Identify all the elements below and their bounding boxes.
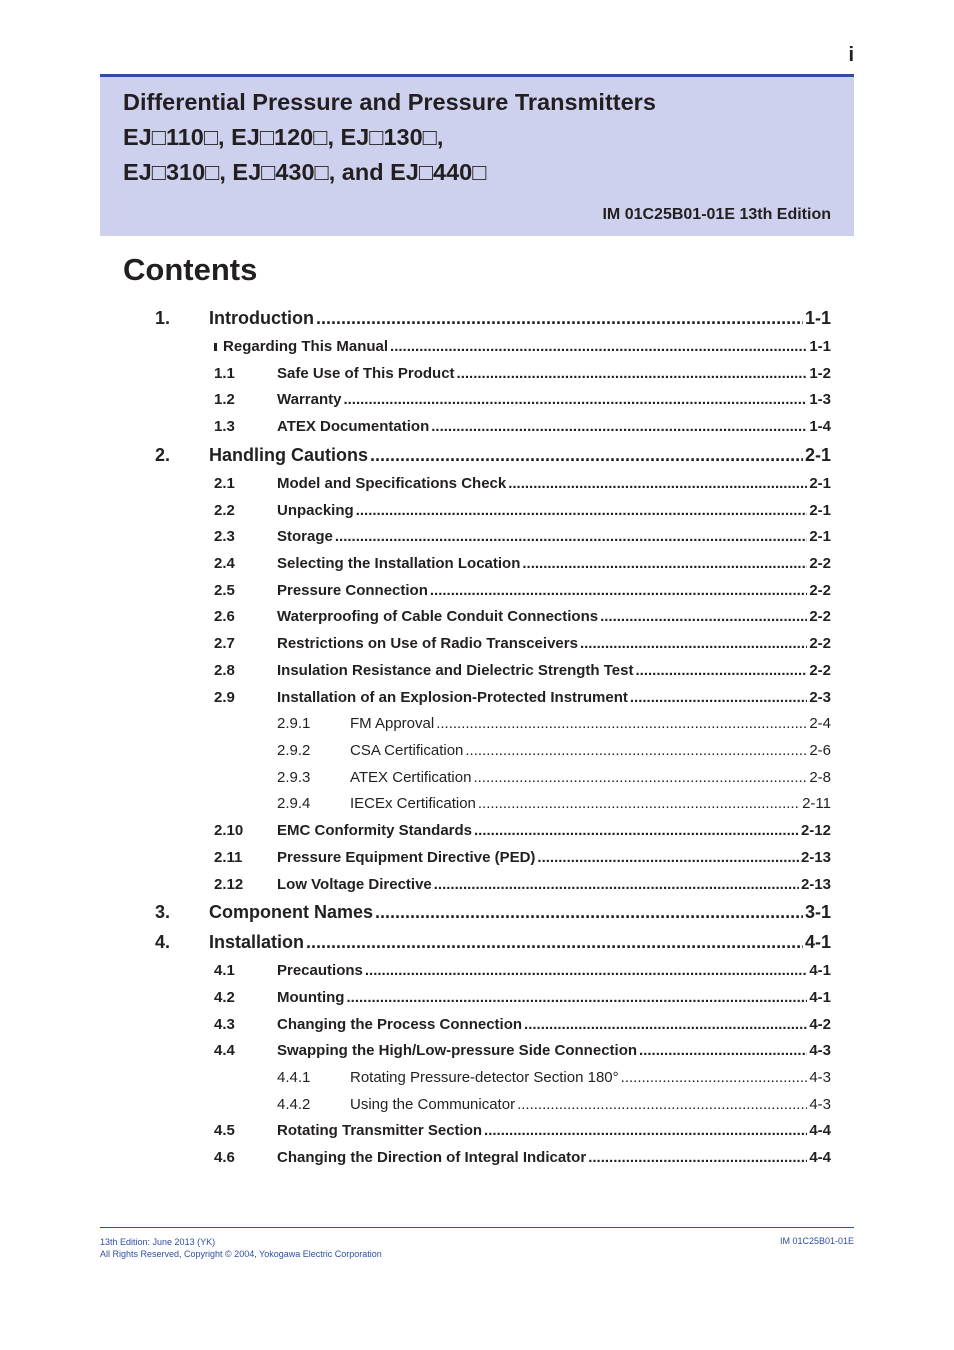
- toc-entry[interactable]: [214, 876, 831, 893]
- toc-page: 2-2: [809, 608, 831, 625]
- dot-leader: [508, 475, 807, 492]
- toc-title: Handling Cautions: [209, 445, 368, 465]
- toc-page: 2-1: [804, 445, 831, 465]
- toc-number: 4.: [155, 932, 171, 952]
- toc-entry[interactable]: [214, 418, 831, 435]
- toc-title: Restrictions on Use of Radio Transceivers: [277, 635, 578, 652]
- toc-page: 2-1: [809, 502, 831, 519]
- toc-entry[interactable]: [214, 962, 831, 979]
- toc-page: 4-4: [809, 1149, 831, 1166]
- toc-title: IECEx Certification: [350, 795, 476, 812]
- toc-page: 4-1: [809, 962, 831, 979]
- toc-number: 4.5: [214, 1122, 235, 1139]
- toc-number: 1.2: [214, 391, 235, 408]
- toc-title: Rotating Transmitter Section: [277, 1122, 483, 1139]
- toc-entry[interactable]: [277, 769, 831, 786]
- toc-title: Insulation Resistance and Dielectric Strength Test: [277, 662, 634, 679]
- dot-leader: [346, 989, 807, 1006]
- toc-page: 4-2: [809, 1016, 831, 1033]
- toc-page: 2-1: [809, 528, 831, 545]
- toc-entry[interactable]: [214, 608, 831, 625]
- toc-page: 2-1: [809, 475, 831, 492]
- toc-number: 4.4.2: [277, 1096, 311, 1113]
- toc-page: 4-1: [809, 989, 831, 1006]
- toc-entry[interactable]: [277, 742, 831, 759]
- toc-page: 1-4: [809, 418, 831, 435]
- toc-page: 2-11: [802, 795, 831, 812]
- toc-page: 3-1: [804, 902, 831, 922]
- toc-entry[interactable]: [214, 338, 831, 355]
- dot-leader: [457, 365, 808, 382]
- toc-title: Introduction: [209, 308, 314, 328]
- toc-number: 4.6: [214, 1149, 235, 1166]
- dot-leader: [375, 902, 803, 923]
- toc-number: 2.12: [214, 876, 244, 893]
- toc-entry[interactable]: [214, 635, 831, 652]
- toc-title: Changing the Process Connection: [277, 1016, 523, 1033]
- toc-title: Pressure Equipment Directive (PED): [277, 849, 536, 866]
- toc-number: 1.: [155, 308, 171, 328]
- toc-entry[interactable]: [214, 391, 831, 408]
- toc-title: Warranty: [277, 391, 342, 408]
- toc-page: 4-3: [809, 1069, 831, 1086]
- toc-number: 2.10: [214, 822, 244, 839]
- toc-number: 3.: [155, 902, 171, 922]
- toc-number: 2.6: [214, 608, 235, 625]
- toc-number: 4.3: [214, 1016, 235, 1033]
- toc-entry[interactable]: [277, 795, 831, 812]
- footer-copyright: All Rights Reserved, Copyright © 2004, Yokogawa Electric Corporation: [100, 1249, 382, 1259]
- toc-title: CSA Certification: [350, 742, 464, 759]
- toc-entry[interactable]: [214, 989, 831, 1006]
- toc-title: Using the Communicator: [350, 1096, 516, 1113]
- toc-title: ATEX Certification: [350, 769, 472, 786]
- toc-number: 2.9.2: [277, 742, 311, 759]
- toc-entry[interactable]: [214, 555, 831, 572]
- toc-title: Regarding This Manual: [223, 338, 389, 355]
- toc-page: 2-2: [809, 555, 831, 572]
- dot-leader: [343, 391, 807, 408]
- title-banner: [100, 74, 854, 236]
- dot-leader: [522, 555, 807, 572]
- toc-entry[interactable]: [214, 1042, 831, 1059]
- toc-entry[interactable]: [214, 689, 831, 706]
- dot-leader: [537, 849, 799, 866]
- toc-number: 1.3: [214, 418, 235, 435]
- page-number: i: [848, 44, 854, 66]
- toc-entry[interactable]: [155, 308, 831, 329]
- toc-page: 2-12: [800, 822, 831, 839]
- dot-leader: [431, 418, 807, 435]
- toc-title: Safe Use of This Product: [277, 365, 455, 382]
- toc-page: 2-2: [809, 662, 831, 679]
- toc-page: 1-2: [809, 365, 831, 382]
- toc-page: 4-3: [809, 1096, 831, 1113]
- dot-leader: [370, 445, 803, 466]
- dot-leader: [473, 769, 807, 786]
- toc-number: 4.4.1: [277, 1069, 311, 1086]
- toc-number: 1.1: [214, 365, 235, 382]
- toc-entry[interactable]: [214, 528, 831, 545]
- dot-leader: [316, 308, 803, 329]
- dot-leader: [524, 1016, 807, 1033]
- toc-page: 1-1: [809, 338, 831, 355]
- toc-title: ATEX Documentation: [277, 418, 430, 435]
- toc-entry[interactable]: [214, 475, 831, 492]
- dot-leader: [580, 635, 807, 652]
- toc-number: 2.2: [214, 502, 235, 519]
- edition-label: IM 01C25B01-01E 13th Edition: [602, 206, 831, 223]
- toc-title: Low Voltage Directive: [277, 876, 432, 893]
- dot-leader: [600, 608, 807, 625]
- toc-entry[interactable]: [277, 715, 831, 732]
- toc-title: EMC Conformity Standards: [277, 822, 473, 839]
- toc-page: 2-4: [809, 715, 831, 732]
- toc-number: 2.8: [214, 662, 235, 679]
- toc-title: Installation: [209, 932, 305, 952]
- document-title-line-2: EJ□110□, EJ□120□, EJ□130□,: [123, 124, 444, 150]
- toc-number: 2.1: [214, 475, 235, 492]
- toc-entry[interactable]: [214, 502, 831, 519]
- toc-page: 2-6: [809, 742, 831, 759]
- toc-number: 2.11: [214, 849, 243, 866]
- dot-leader: [588, 1149, 807, 1166]
- toc-number: 2.9.3: [277, 769, 311, 786]
- dot-leader: [484, 1122, 807, 1139]
- toc-title: Component Names: [209, 902, 374, 922]
- toc-number: 2.7: [214, 635, 235, 652]
- square-bullet-icon: [214, 343, 217, 351]
- toc-entry[interactable]: [155, 932, 831, 953]
- toc-title: Model and Specifications Check: [277, 475, 507, 492]
- dot-leader: [365, 962, 807, 979]
- toc-entry[interactable]: [214, 1122, 831, 1139]
- toc-page: 2-3: [809, 689, 831, 706]
- dot-leader: [635, 662, 807, 679]
- footer-edition-date: 13th Edition: June 2013 (YK): [100, 1237, 216, 1247]
- dot-leader: [430, 582, 807, 599]
- toc-title: Waterproofing of Cable Conduit Connections: [277, 608, 599, 625]
- toc-entry[interactable]: [277, 1096, 831, 1113]
- toc-number: 4.4: [214, 1042, 235, 1059]
- toc-title: Mounting: [277, 989, 345, 1006]
- toc-number: 2.9: [214, 689, 235, 706]
- footer-left: [100, 1236, 382, 1260]
- toc-entry[interactable]: [155, 445, 831, 466]
- dot-leader: [436, 715, 807, 732]
- toc-number: 2.5: [214, 582, 235, 599]
- dot-leader: [306, 932, 803, 953]
- toc-entry[interactable]: [214, 662, 831, 679]
- dot-leader: [474, 822, 799, 839]
- dot-leader: [478, 795, 800, 812]
- toc-entry[interactable]: [214, 1149, 831, 1166]
- dot-leader: [465, 742, 807, 759]
- dot-leader: [517, 1096, 807, 1113]
- toc-number: 2.: [155, 445, 171, 465]
- dot-leader: [434, 876, 799, 893]
- dot-leader: [621, 1069, 808, 1086]
- toc-title: Selecting the Installation Location: [277, 555, 521, 572]
- toc-title: Storage: [277, 528, 333, 545]
- toc-page: 1-1: [804, 308, 831, 328]
- toc-page: 2-2: [809, 582, 831, 599]
- toc-title: Installation of an Explosion-Protected Instrument: [277, 689, 628, 706]
- toc-page: 1-3: [809, 391, 831, 408]
- toc-number: 2.3: [214, 528, 235, 545]
- toc-number: 4.2: [214, 989, 235, 1006]
- dot-leader: [630, 689, 807, 706]
- dot-leader: [639, 1042, 807, 1059]
- dot-leader: [390, 338, 807, 355]
- document-title-line-3: EJ□310□, EJ□430□, and EJ□440□: [123, 159, 487, 185]
- toc-page: 4-1: [804, 932, 831, 952]
- toc-entry[interactable]: [155, 902, 831, 923]
- toc-title: FM Approval: [350, 715, 435, 732]
- toc-title: Changing the Direction of Integral Indicator: [277, 1149, 587, 1166]
- contents-heading: Contents: [123, 252, 258, 287]
- footer-divider: [100, 1227, 854, 1228]
- toc-number: 2.4: [214, 555, 235, 572]
- toc-number: 2.9.1: [277, 715, 311, 732]
- toc-page: 2-13: [800, 876, 831, 893]
- toc-page: 2-8: [809, 769, 831, 786]
- toc-entry[interactable]: [214, 1016, 831, 1033]
- toc-entry[interactable]: [214, 582, 831, 599]
- toc-number: 2.9.4: [277, 795, 311, 812]
- toc-number: 4.1: [214, 962, 235, 979]
- toc-entry[interactable]: [214, 822, 831, 839]
- toc-entry[interactable]: [214, 365, 831, 382]
- toc-title: Precautions: [277, 962, 363, 979]
- dot-leader: [335, 528, 807, 545]
- toc-page: 2-2: [809, 635, 831, 652]
- dot-leader: [356, 502, 808, 519]
- toc-title: Pressure Connection: [277, 582, 428, 599]
- footer-doc-id: IM 01C25B01-01E: [779, 1236, 854, 1246]
- toc-page: 2-13: [800, 849, 831, 866]
- document-title-line-1: Differential Pressure and Pressure Transmitters: [123, 89, 656, 115]
- toc-entry[interactable]: [214, 849, 831, 866]
- toc-title: Rotating Pressure-detector Section 180°: [350, 1069, 619, 1086]
- toc-page: 4-3: [809, 1042, 831, 1059]
- toc-entry[interactable]: [277, 1069, 831, 1086]
- toc-title: Swapping the High/Low-pressure Side Connection: [277, 1042, 638, 1059]
- toc-title: Unpacking: [277, 502, 354, 519]
- toc-page: 4-4: [809, 1122, 831, 1139]
